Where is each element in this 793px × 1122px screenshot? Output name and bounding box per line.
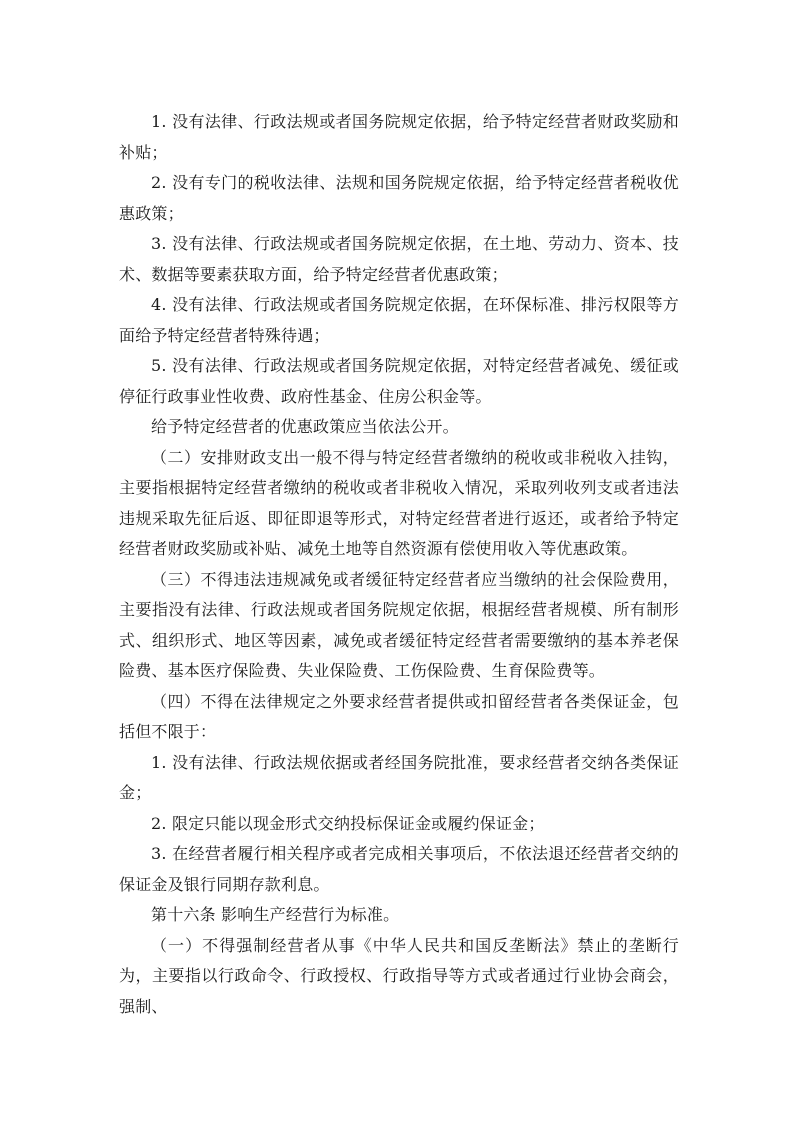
list-item-deposit-refund: 3. 在经营者履行相关程序或者完成相关事项后，不依法退还经营者交纳的保证金及银行同期存款利息。: [119, 844, 679, 894]
article-section-one-paragraph: （一）不得强制经营者从事《中华人民共和国反垄断法》禁止的垄断行为，主要指以行政命令、行政授权、行政指导等方式或者通过行业协会商会，强制、: [119, 935, 679, 1016]
list-item-deposit-requirement: 1. 没有法律、行政法规依据或者经国务院批准，要求经营者交纳各类保证金；: [119, 752, 679, 802]
section-three-paragraph: （三）不得违法违规减免或者缓征特定经营者应当缴纳的社会保险费用，主要指没有法律、行政法规或者国务院规定依据，根据经营者规模、所有制形式、组织形式、地区等因素，减免或者缓征特定经营者需要缴纳的基本养老保险费、基本医疗保险费、失业保险费、工伤保险费、生育保险费等。: [119, 569, 679, 680]
list-item-tax-preference: 2. 没有专门的税收法律、法规和国务院规定依据，给予特定经营者税收优惠政策；: [119, 173, 679, 223]
list-item-cash-deposit: 2. 限定只能以现金形式交纳投标保证金或履约保证金；: [151, 813, 545, 833]
list-item-factor-preference: 3. 没有法律、行政法规或者国务院规定依据，在土地、劳动力、资本、技术、数据等要素获取方面，给予特定经营者优惠政策；: [119, 234, 679, 284]
document-body: [119, 107, 679, 1022]
article-heading: 第十六条 影响生产经营行为标准。: [151, 905, 400, 924]
list-item-fee-exemption: 5. 没有法律、行政法规或者国务院规定依据，对特定经营者减免、缓征或停征行政事业性收费、政府性基金、住房公积金等。: [119, 356, 679, 406]
list-item-special-treatment: 4. 没有法律、行政法规或者国务院规定依据，在环保标准、排污权限等方面给予特定经营者特殊待遇；: [119, 295, 679, 345]
list-item-finance-subsidy: 1. 没有法律、行政法规或者国务院规定依据，给予特定经营者财政奖励和补贴；: [119, 112, 679, 162]
section-two-paragraph: （二）安排财政支出一般不得与特定经营者缴纳的税收或非税收入挂钩，主要指根据特定经营者缴纳的税收或者非税收入情况，采取列收列支或者违法违规采取先征后返、即征即退等形式，对特定经营者进行返还，或者给予特定经营者财政奖励或补贴、减免土地等自然资源有偿使用收入等优惠政策。: [119, 447, 679, 558]
section-four-paragraph: （四）不得在法律规定之外要求经营者提供或扣留经营者各类保证金，包括但不限于：: [119, 691, 679, 741]
paragraph-disclosure: 给予特定经营者的优惠政策应当依法公开。: [151, 417, 459, 436]
